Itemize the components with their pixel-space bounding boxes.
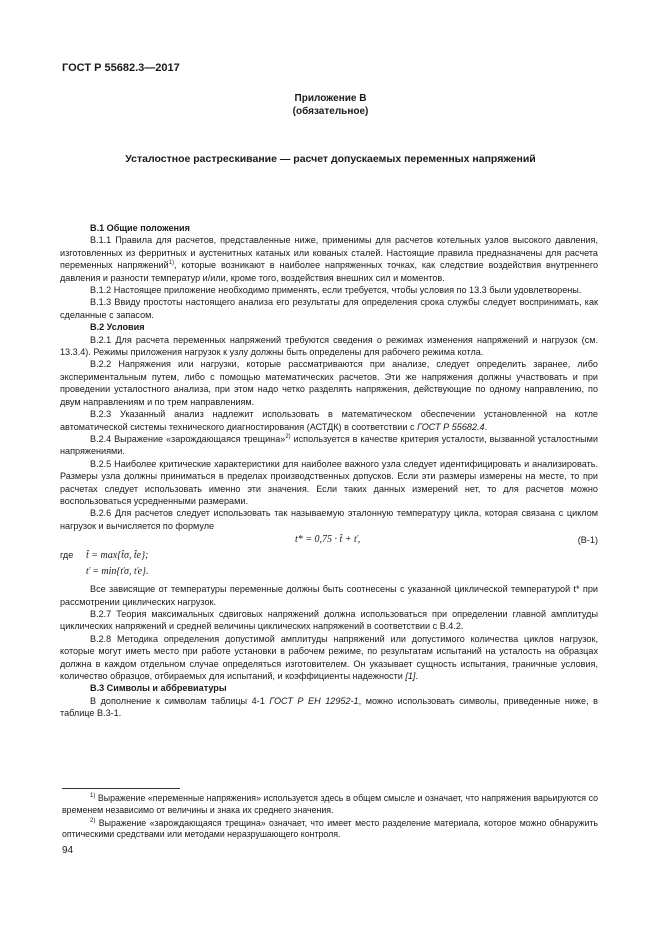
paragraph-b1-2: В.1.2 Настоящее приложение необходимо применять, если требуется, чтобы условия по 13.3 были удовлетворены. (90, 285, 582, 296)
footnote-2: $^{2)}$ Выражение «зарождающаяся трещина» означает, что имеет место разделение материала, которое можно обнаружить оптическими средствами или методами неразрушающего контроля. (62, 817, 598, 840)
where-label: где (60, 550, 74, 561)
footnotes (62, 793, 598, 842)
paragraph-b2-2: В.2.2 Напряжения или нагрузки, которые рассматриваются при анализе, следует определить заранее, либо экспериментальным путем, либо с помощью математических расчетов. Эти же напряжения должны участвовать и при проведении усталостного анализа, при этом надо четко разделять напряжения, действующие по одному направлению, по двум направлениям и по трем направлениям. (60, 359, 598, 407)
footnote-mark-2: 2) (90, 817, 96, 824)
paragraph-b1-1: В.1.1 Правила для расчетов, представленные ниже, применимы для расчетов котельных узлов высокого давления, изготовленных из ферритных и аустенитных катаных или кованых сталей. Настоящие правила предназначены для расчета переменных напряжений$^{1)}$, которые возникают в наиболее напряженных точках, как следствие воздействия внутреннего давления и разности температур и/или, кроме того, воздействия внешних сил и моментов. (60, 235, 599, 283)
paragraph-b2-6: В.2.6 Для расчетов следует использовать так называемую эталонную температуру цикла, которая связана с циклом нагрузок и вычисляется по формуле (60, 508, 598, 531)
page-number: 94 (62, 845, 74, 856)
footnote-mark-1: 1) (90, 793, 96, 800)
formula-expression: t* = 0,75 · t̂ + ť, (295, 534, 361, 546)
paragraph-b2-7: В.2.7 Теория максимальных сдвиговых напряжений должна использоваться при определении главной амплитуды циклических напряжений и средней величины циклических напряжений в соответствии с В.4.2. (60, 608, 598, 632)
appendix-title: Усталостное растрескивание — расчет допускаемых переменных напряжений (125, 153, 536, 165)
appendix-heading (0, 92, 661, 118)
reference-gost-55682-4: ГОСТ Р 55682.4 (417, 421, 485, 432)
reference-en-12952-1: ГОСТ Р ЕН 12952-1 (269, 695, 359, 706)
formula-number: (В-1) (577, 535, 598, 546)
paragraph-b2-5: В.2.5 Наиболее критические характеристики для наиболее важного узла следует идентифицировать и анализировать. Размеры узла должны приниматься в пределах производственных допусков. Если эти размеры измерены на месте, то при расчетах следует использовать именно эти значения. Если таких данных измерений нет, то для расчетов можно воспользоваться усредненными размерами. (60, 458, 598, 506)
footnote-1: $^{1)}$ Выражение «переменные напряжения» используется здесь в общем смысле и означает, что напряжения варьируются со временем независимо от величины и знака их среднего значения. (62, 793, 598, 815)
formula-b1 (90, 532, 598, 549)
where-definition-min: ť = min{ťσ, ťe}. (86, 566, 149, 578)
section-heading-b1: В.1 Общие положения (90, 223, 190, 233)
where-definition-max: t̂ = max{t̂σ, t̂e}; (86, 550, 149, 562)
paragraph-b2-3: В.2.3 Указанный анализ надлежит использовать в математическом обеспечении установленной на котле автоматической системы технического диагностирования (АСТДК) в соответствии с ГОСТ Р 55682.4. (60, 409, 598, 432)
section-heading-b2: В.2 Условия (90, 322, 145, 333)
reference-1[interactable]: [1] (405, 671, 416, 681)
paragraph-b2-4: В.2.4 Выражение «зарождающаяся трещина»$^{2)}$ используется в качестве критерия усталости, вызванной усталостными напряжениями. (60, 433, 599, 457)
document-body (60, 222, 599, 720)
paragraph-b2-8: В.2.8 Методика определения допустимой амплитуды напряжений или допустимого количества циклов нагрузок, которые могут иметь место при работе установки в рабочем режиме, по результатам испытаний на усталость на образцах должна в каждом отдельном случае определяться изготовителем. Он указывает сущность испытания, граничные условия, количество образцов, отбираемых для испытаний, и коэффициенты надежности [1]. (60, 633, 598, 681)
formula-where-1 (60, 549, 598, 566)
footnote-ref-1[interactable]: 1) (168, 260, 174, 267)
section-heading-b3: В.3 Символы и аббревиатуры (90, 683, 227, 694)
paragraph-b2-6-note: Все зависящие от температуры переменные должны быть соотнесены с указанной циклической температурой t* при рассмотрении циклических нагрузок. (60, 584, 598, 607)
paragraph-b1-3: В.1.3 Ввиду простоты настоящего анализа его результаты для определения срока службы следует воспринимать, как сделанные с запасом. (60, 297, 598, 320)
appendix-status: (обязательное) (292, 106, 369, 117)
document-id: ГОСТ Р 55682.3—2017 (62, 62, 180, 74)
footnote-separator (62, 788, 180, 789)
formula-where-2 (60, 566, 598, 583)
footnote-ref-2[interactable]: 2) (285, 433, 291, 440)
appendix-label: Приложение В (294, 93, 367, 104)
paragraph-b2-1: В.2.1 Для расчета переменных напряжений требуются сведения о режимах изменения напряжений и нагрузок (см. 13.3.4). Режимы приложения нагрузок к узлу должны быть определены для рабочего режима котла. (60, 334, 598, 358)
paragraph-b3-1: В дополнение к символам таблицы 4-1 ГОСТ Р ЕН 12952-1, можно использовать символы, приведенные ниже, в таблице В.3-1. (60, 695, 598, 719)
